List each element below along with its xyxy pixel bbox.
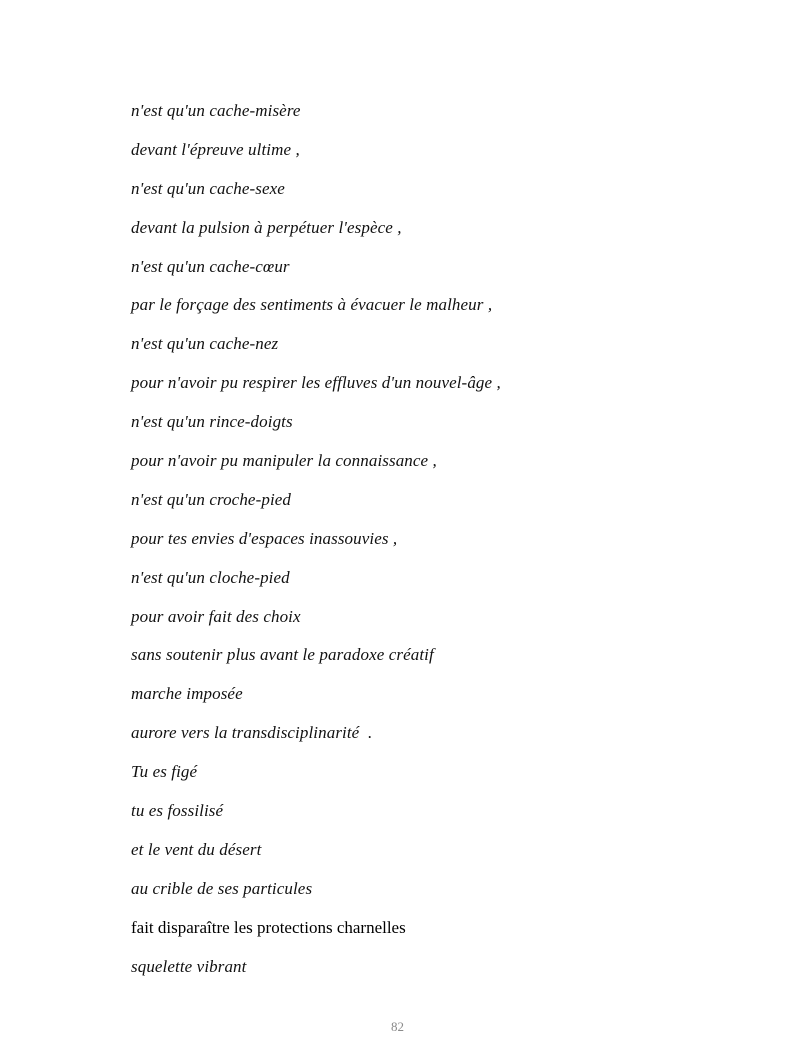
poem-line: n'est qu'un rince-doigts bbox=[131, 412, 293, 432]
page-number: 82 bbox=[391, 1019, 404, 1034]
poem-text bbox=[131, 100, 501, 994]
poem-line: marche imposée bbox=[131, 684, 243, 704]
poem-line: n'est qu'un cache-misère bbox=[131, 101, 301, 120]
poem-line: par le forçage des sentiments à évacuer le malheur , bbox=[131, 295, 493, 315]
poem-line: devant la pulsion à perpétuer l'espèce , bbox=[131, 217, 402, 237]
poem-line: n'est qu'un cache-nez bbox=[131, 334, 279, 354]
poem-line: fait disparaître les protections charnelles bbox=[131, 917, 406, 937]
poem-line: n'est qu'un cache-sexe bbox=[131, 178, 285, 198]
poem-line: pour tes envies d'espaces inassouvies , bbox=[131, 528, 398, 548]
poem-line: pour avoir fait des choix bbox=[131, 606, 301, 626]
poem-line: tu es fossilisé bbox=[131, 801, 224, 821]
poem-line: n'est qu'un croche-pied bbox=[131, 489, 292, 509]
poem-line: squelette vibrant bbox=[131, 956, 247, 976]
poem-line: sans soutenir plus avant le paradoxe créatif bbox=[131, 645, 434, 665]
poem-line: n'est qu'un cloche-pied bbox=[131, 567, 290, 587]
poem-line: pour n'avoir pu manipuler la connaissance , bbox=[131, 451, 437, 471]
poem-line: Tu es figé bbox=[131, 762, 198, 782]
poem-line: et le vent du désert bbox=[131, 839, 262, 859]
poem-line: n'est qu'un cache-cœur bbox=[131, 256, 290, 276]
poem-line: pour n'avoir pu respirer les effluves d'un nouvel-âge , bbox=[131, 373, 501, 393]
poem-line: au crible de ses particules bbox=[131, 878, 313, 898]
poem-line: devant l'épreuve ultime , bbox=[131, 139, 300, 159]
poem-line: aurore vers la transdisciplinarité . bbox=[131, 723, 373, 743]
